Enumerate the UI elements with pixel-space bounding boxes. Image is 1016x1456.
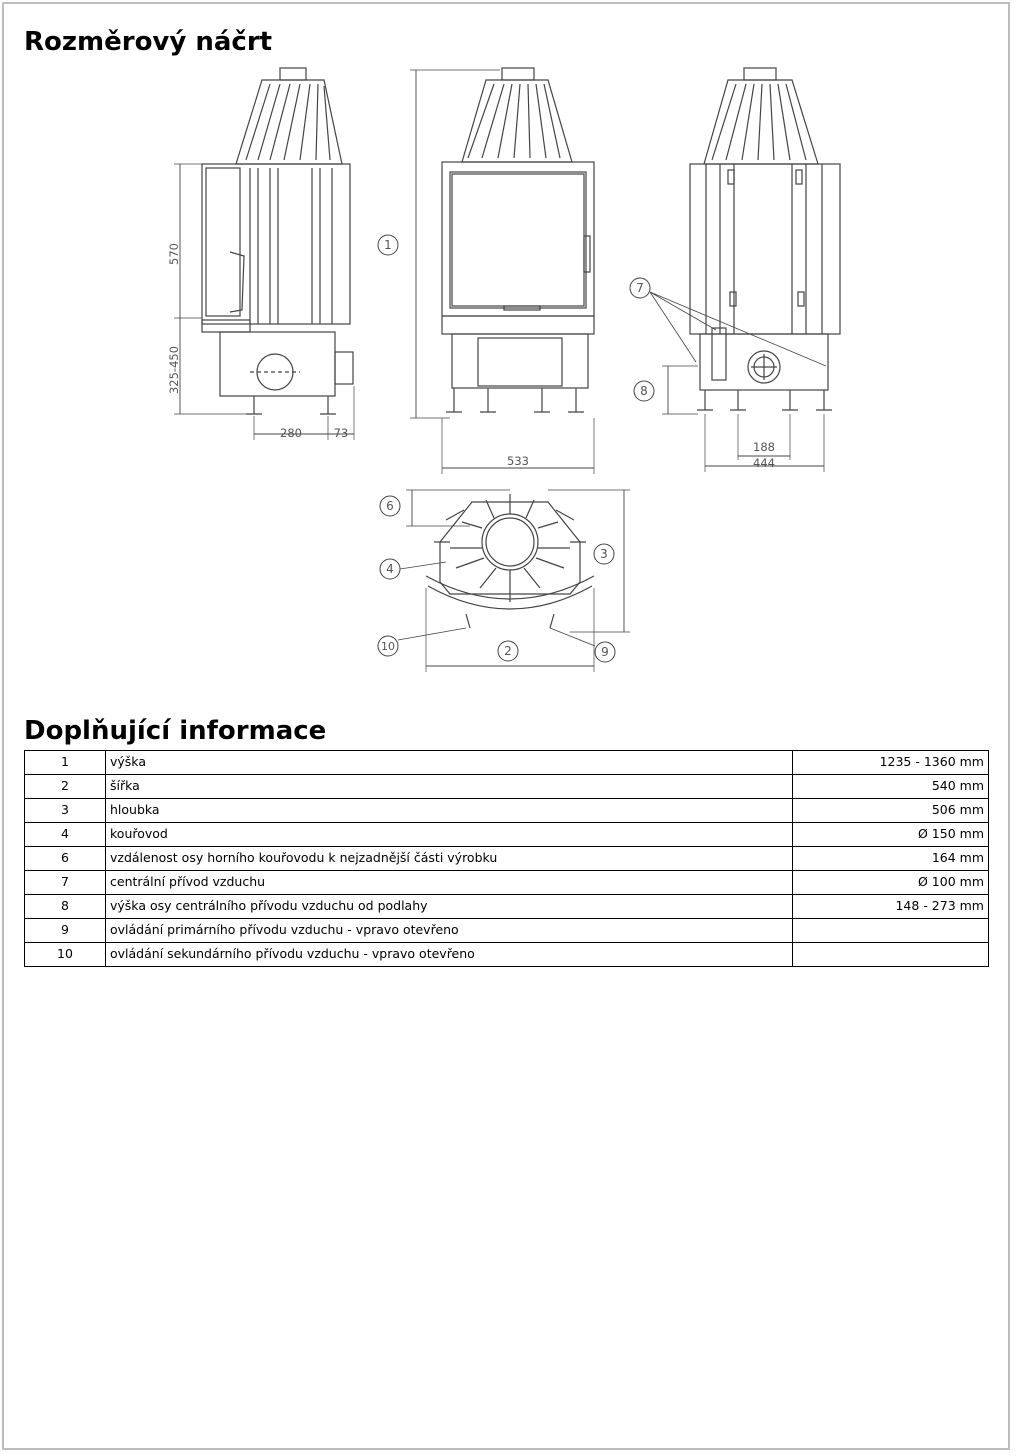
table-row	[25, 943, 989, 967]
row-value: Ø 100 mm	[792, 871, 988, 895]
row-value: 1235 - 1360 mm	[792, 751, 988, 775]
dim-570: 570	[167, 243, 181, 265]
row-label: ovládání primárního přívodu vzduchu - vpravo otevřeno	[106, 919, 793, 943]
row-label: hloubka	[106, 799, 793, 823]
row-label: výška osy centrálního přívodu vzduchu od podlahy	[106, 895, 793, 919]
table-row	[25, 751, 989, 775]
callout-9: 9	[601, 645, 609, 659]
row-number: 2	[25, 775, 106, 799]
row-label: centrální přívod vzduchu	[106, 871, 793, 895]
callout-10: 10	[381, 640, 395, 653]
row-number: 6	[25, 847, 106, 871]
table-row	[25, 775, 989, 799]
row-value: Ø 150 mm	[792, 823, 988, 847]
callout-7: 7	[636, 281, 644, 295]
table-row	[25, 871, 989, 895]
table-row	[25, 847, 989, 871]
callout-2: 2	[504, 644, 512, 658]
row-value: 506 mm	[792, 799, 988, 823]
side-view	[174, 68, 354, 440]
row-value: 164 mm	[792, 847, 988, 871]
callout-1: 1	[384, 238, 392, 252]
dimension-sketch	[150, 62, 850, 674]
table-row	[25, 919, 989, 943]
callout-8: 8	[640, 384, 648, 398]
dim-533: 533	[507, 454, 529, 468]
row-value	[792, 919, 988, 943]
row-label: vzdálenost osy horního kouřovodu k nejzadnější části výrobku	[106, 847, 793, 871]
callout-6: 6	[386, 499, 394, 513]
row-number: 7	[25, 871, 106, 895]
table-row	[25, 799, 989, 823]
callout-4: 4	[386, 562, 394, 576]
row-label: kouřovod	[106, 823, 793, 847]
dim-73: 73	[333, 426, 349, 440]
section-title-info: Doplňující informace	[24, 716, 327, 746]
dim-325-450: 325-450	[167, 345, 181, 395]
row-number: 8	[25, 895, 106, 919]
row-number: 1	[25, 751, 106, 775]
callout-3: 3	[600, 547, 608, 561]
row-number: 10	[25, 943, 106, 967]
table-row	[25, 895, 989, 919]
front-view	[378, 68, 594, 474]
dim-280: 280	[280, 426, 302, 440]
row-number: 4	[25, 823, 106, 847]
row-label: ovládání sekundárního přívodu vzduchu - vpravo otevřeno	[106, 943, 793, 967]
row-value: 148 - 273 mm	[792, 895, 988, 919]
table-row	[25, 823, 989, 847]
row-value	[792, 943, 988, 967]
row-value: 540 mm	[792, 775, 988, 799]
rear-view	[630, 68, 840, 472]
dim-188: 188	[753, 440, 775, 454]
dim-444: 444	[753, 456, 775, 470]
row-label: šířka	[106, 775, 793, 799]
section-title-sketch: Rozměrový náčrt	[24, 27, 273, 57]
spec-table	[24, 750, 989, 967]
row-number: 9	[25, 919, 106, 943]
row-label: výška	[106, 751, 793, 775]
row-number: 3	[25, 799, 106, 823]
